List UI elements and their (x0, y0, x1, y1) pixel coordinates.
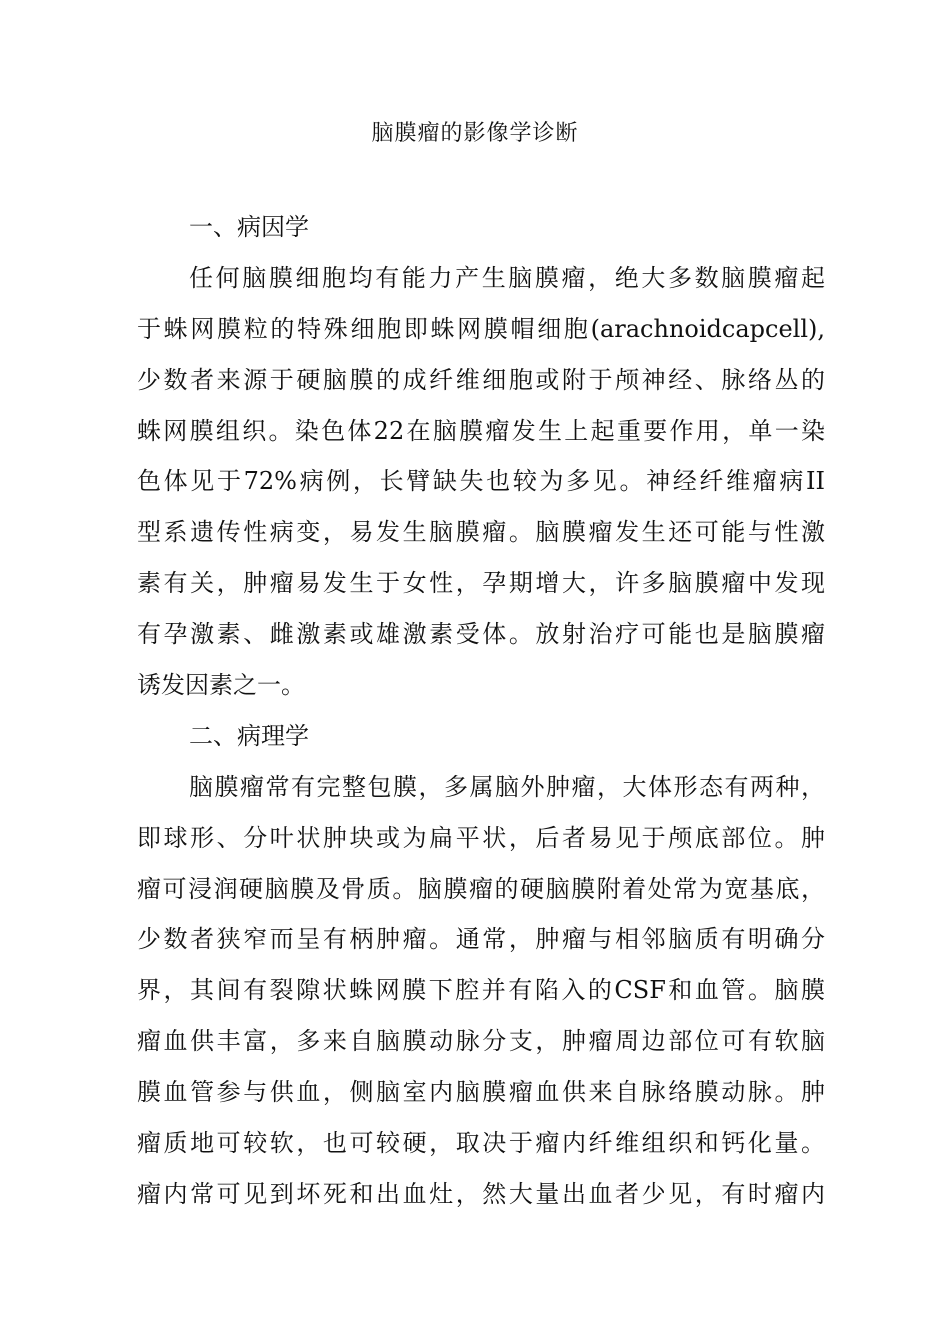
paragraph-line: 瘤血供丰富，多来自脑膜动脉分支，肿瘤周边部位可有软脑 (137, 1027, 825, 1056)
paragraph-line: 型系遗传性病变，易发生脑膜瘤。脑膜瘤发生还可能与性激 (137, 518, 825, 547)
paragraph-line: 有孕激素、雌激素或雄激素受体。放射治疗可能也是脑膜瘤 (137, 620, 825, 649)
document-title: 脑膜瘤的影像学诊断 (371, 121, 579, 146)
paragraph-line: 蛛网膜组织。染色体22在脑膜瘤发生上起重要作用，单一染 (137, 416, 825, 445)
paragraph-line: 少数者狭窄而呈有柄肿瘤。通常，肿瘤与相邻脑质有明确分 (137, 925, 825, 954)
paragraph-line: 少数者来源于硬脑膜的成纤维细胞或附于颅神经、脉络丛的 (137, 365, 825, 394)
paragraph-line: 诱发因素之一。 (137, 671, 305, 700)
paragraph-line: 于蛛网膜粒的特殊细胞即蛛网膜帽细胞(arachnoidcapcell), (137, 314, 825, 343)
paragraph-line: 素有关，肿瘤易发生于女性，孕期增大，许多脑膜瘤中发现 (137, 569, 825, 598)
paragraph-line: 膜血管参与供血，侧脑室内脑膜瘤血供来自脉络膜动脉。肿 (137, 1078, 825, 1107)
section-heading-pathology: 二、病理学 (189, 721, 309, 750)
paragraph-line: 即球形、分叶状肿块或为扁平状，后者易见于颅底部位。肿 (137, 823, 825, 852)
paragraph-line: 瘤可浸润硬脑膜及骨质。脑膜瘤的硬脑膜附着处常为宽基底， (137, 874, 825, 903)
paragraph-line: 色体见于72%病例，长臂缺失也较为多见。神经纤维瘤病II (137, 467, 825, 496)
paragraph-line: 任何脑膜细胞均有能力产生脑膜瘤，绝大多数脑膜瘤起 (189, 263, 825, 292)
paragraph-line: 瘤质地可较软，也可较硬，取决于瘤内纤维组织和钙化量。 (137, 1129, 825, 1158)
paragraph-line: 脑膜瘤常有完整包膜，多属脑外肿瘤，大体形态有两种， (189, 772, 825, 801)
paragraph-line: 瘤内常可见到坏死和出血灶，然大量出血者少见，有时瘤内 (137, 1179, 825, 1208)
paragraph-line: 界，其间有裂隙状蛛网膜下腔并有陷入的CSF和血管。脑膜 (137, 976, 825, 1005)
section-heading-etiology: 一、病因学 (189, 213, 309, 241)
document-body (137, 202, 825, 1220)
